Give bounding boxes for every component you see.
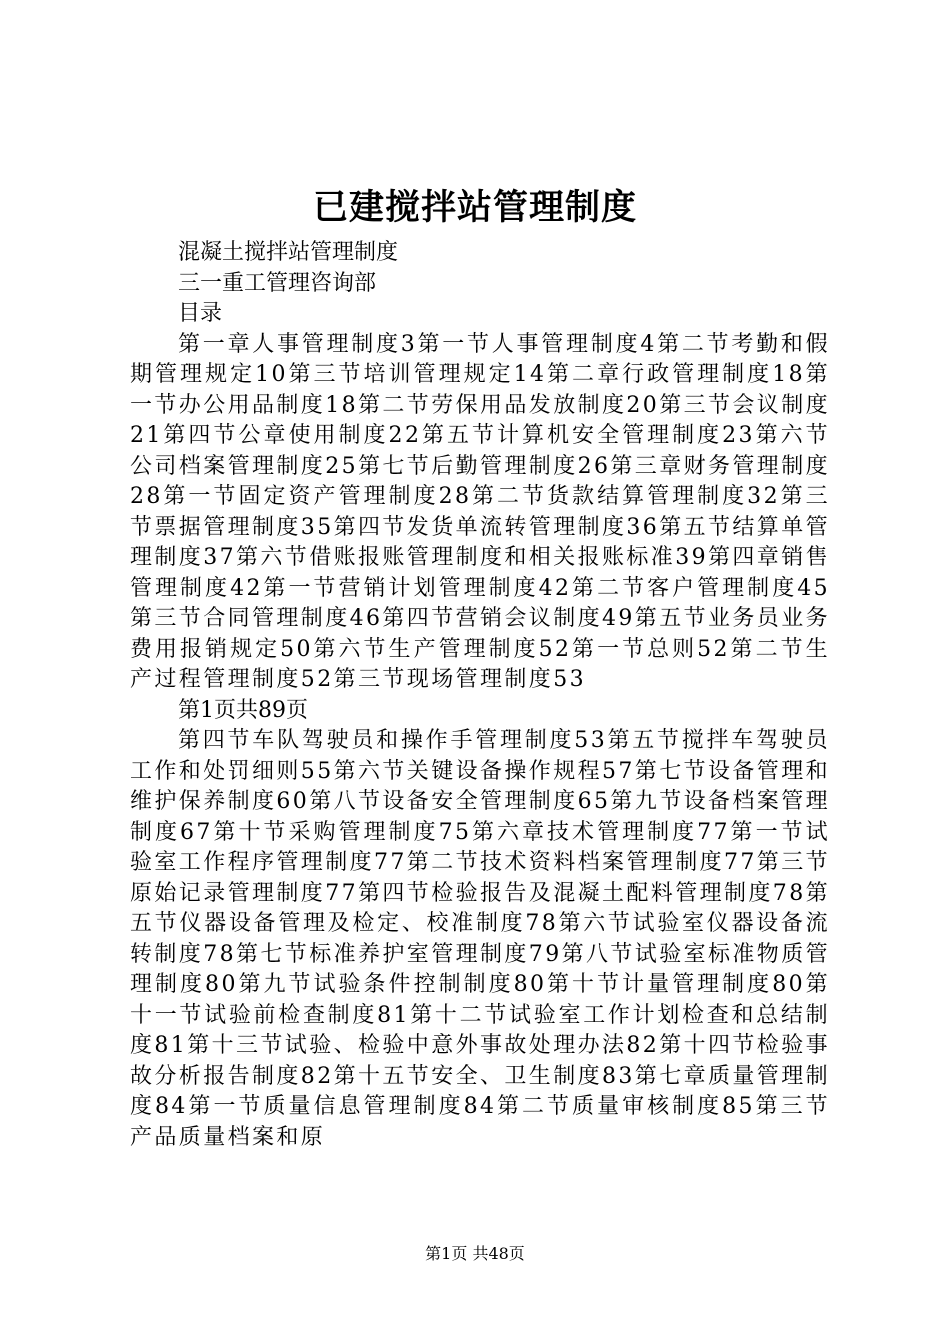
department-line: 三一重工管理咨询部: [178, 270, 377, 296]
subtitle-line: 混凝土搅拌站管理制度: [178, 240, 399, 265]
document-title: 已建搅拌站管理制度: [312, 187, 637, 228]
toc-paragraph-2: 第四节车队驾驶员和操作手管理制度53第五节搅拌车驾驶员工作和处罚细则55第六节关键设备操作规程57第七节设备管理和维护保养制度60第八节设备安全管理制度65第九节设备档案管理制度67第十节采购管理制度75第六章技术管理制度77第一节试验室工作程序管理制度77第二节技术资料档案管理制度77第三节原始记录管理制度77第四节检验报告及混凝土配料管理制度78第五节仪器设备管理及检定、校准制度78第六节试验室仪器设备流转制度78第七节标准养护室管理制度79第八节试验室标准物质管理制度80第九节试验条件控制制度80第十节计量管理制度80第十一节试验前检查制度81第十二节试验室工作计划检查和总结制度81第十三节试验、检验中意外事故处理办法82第十四节检验事故分析报告制度82第十五节安全、卫生制度83第七章质量管理制度84第一节质量信息管理制度84第二节质量审核制度85第三节产品质量档案和原: [130, 728, 830, 1150]
contents-heading: 目录: [178, 301, 223, 326]
inner-page-marker: 第1页共89页: [178, 697, 308, 723]
document-body: [130, 238, 830, 1153]
page-footer: 第1页 共48页: [425, 1244, 525, 1263]
toc-paragraph-1: 第一章人事管理制度3第一节人事管理制度4第二节考勤和假期管理规定10第三节培训管理规定14第二章行政管理制度18第一节办公用品制度18第二节劳保用品发放制度20第三节会议制度21第四节公章使用制度22第五节计算机安全管理制度23第六节公司档案管理制度25第七节后勤管理制度26第三章财务管理制度28第一节固定资产管理制度28第二节货款结算管理制度32第三节票据管理制度35第四节发货单流转管理制度36第五节结算单管理制度37第六节借账报账管理制度和相关报账标准39第四章销售管理制度42第一节营销计划管理制度42第二节客户管理制度45第三节合同管理制度46第四节营销会议制度49第五节业务员业务费用报销规定50第六节生产管理制度52第一节总则52第二节生产过程管理制度52第三节现场管理制度53: [130, 331, 830, 692]
